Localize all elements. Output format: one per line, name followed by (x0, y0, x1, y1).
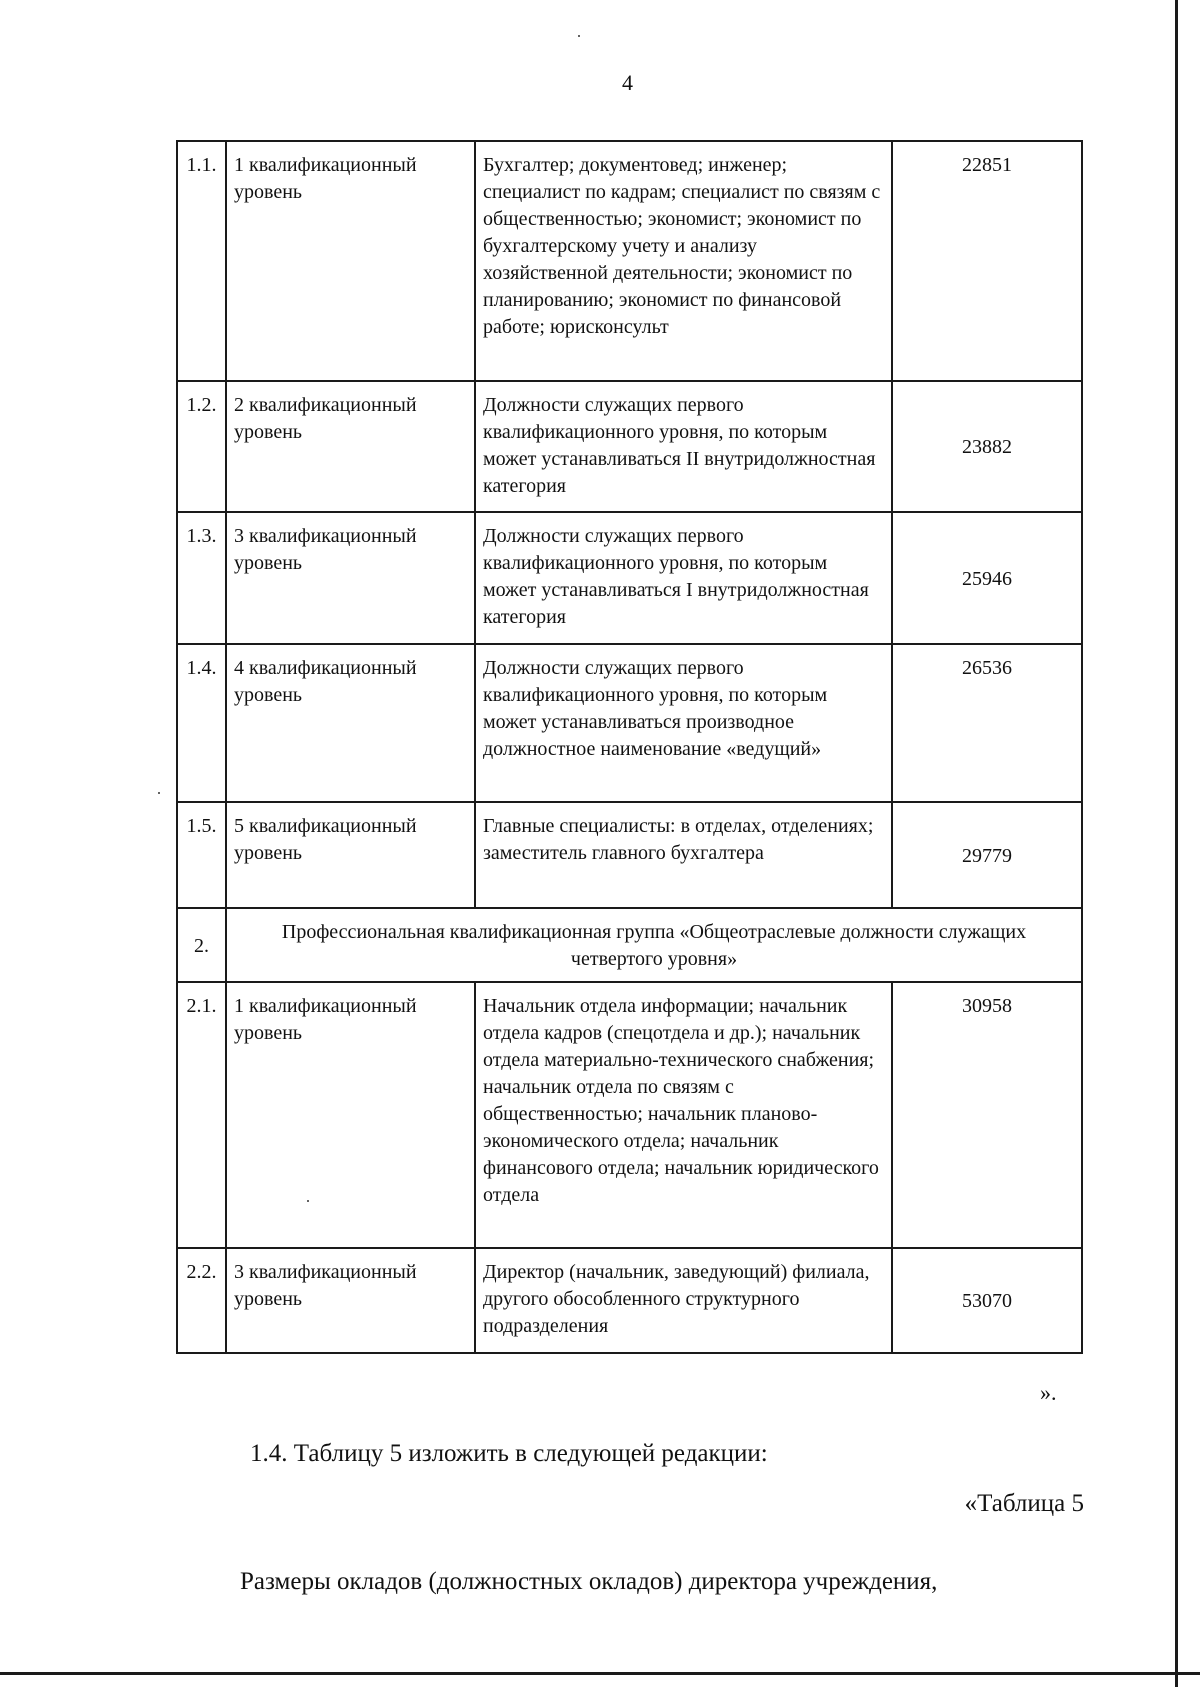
table-row (177, 644, 1082, 802)
row-number: 2.1. (177, 982, 226, 1248)
scan-speck (158, 792, 160, 794)
table-row (177, 141, 1082, 381)
page-number: 4 (622, 70, 633, 95)
positions-cell: Должности служащих первого квалификационного уровня, по которым может устанавливаться I внутридолжностная категория (475, 512, 892, 644)
table-row (177, 381, 1082, 512)
positions-cell: Начальник отдела информации; начальник отдела кадров (спецотдела и др.); начальник отдела материально-технического снабжения; начальник отдела по связям с общественностью; начальник планово-экономического отдела; начальник финансового отдела; начальник юридического отдела (475, 982, 892, 1248)
salary-cell: 30958 (892, 982, 1082, 1248)
salary-cell: 25946 (892, 512, 1082, 644)
section-heading: Размеры окладов (должностных окладов) директора учреждения, (240, 1568, 938, 1595)
scan-border-bottom (0, 1672, 1200, 1675)
scan-border-right (1175, 0, 1178, 1687)
positions-cell: Должности служащих первого квалификационного уровня, по которым может устанавливаться производное должностное наименование «ведущий» (475, 644, 892, 802)
table-caption: «Таблица 5 (964, 1490, 1084, 1517)
row-number: 2.2. (177, 1248, 226, 1353)
table-row (177, 512, 1082, 644)
qualification-level: 3 квалификационный уровень (226, 512, 475, 644)
qualification-level: 2 квалификационный уровень (226, 381, 475, 512)
positions-cell: Бухгалтер; документовед; инженер; специалист по кадрам; специалист по связям с общественностью; экономист; экономист по бухгалтерскому учету и анализу хозяйственной деятельности; экономист по планированию; экономист по финансовой работе; юрисконсульт (475, 141, 892, 381)
positions-cell: Должности служащих первого квалификационного уровня, по которым может устанавливаться II внутридолжностная категория (475, 381, 892, 512)
row-number: 1.1. (177, 141, 226, 381)
table-row (177, 802, 1082, 908)
salary-cell: 53070 (892, 1248, 1082, 1353)
row-number: 2. (177, 908, 226, 982)
table-row (177, 982, 1082, 1248)
qualification-level: 3 квалификационный уровень (226, 1248, 475, 1353)
qualification-level: 1 квалификационный уровень (226, 141, 475, 381)
positions-cell: Главные специалисты: в отделах, отделениях; заместитель главного бухгалтера (475, 802, 892, 908)
row-number: 1.2. (177, 381, 226, 512)
row-number: 1.4. (177, 644, 226, 802)
table-row (177, 1248, 1082, 1353)
salary-cell: 26536 (892, 644, 1082, 802)
group-row (177, 908, 1082, 982)
salary-table (176, 140, 1083, 1354)
row-number: 1.5. (177, 802, 226, 908)
salary-cell: 29779 (892, 802, 1082, 908)
scan-speck (578, 35, 580, 37)
qualification-level: 5 квалификационный уровень (226, 802, 475, 908)
salary-cell: 23882 (892, 381, 1082, 512)
salary-cell: 22851 (892, 141, 1082, 381)
qualification-level: 4 квалификационный уровень (226, 644, 475, 802)
amendment-paragraph: 1.4. Таблицу 5 изложить в следующей редакции: (250, 1440, 768, 1467)
row-number: 1.3. (177, 512, 226, 644)
qualification-level: 1 квалификационный уровень (226, 982, 475, 1248)
positions-cell: Директор (начальник, заведующий) филиала, другого обособленного структурного подразделения (475, 1248, 892, 1353)
closing-quote: ». (1040, 1380, 1057, 1405)
group-title: Профессиональная квалификационная группа «Общеотраслевые должности служащих четвертого уровня» (226, 908, 1082, 982)
